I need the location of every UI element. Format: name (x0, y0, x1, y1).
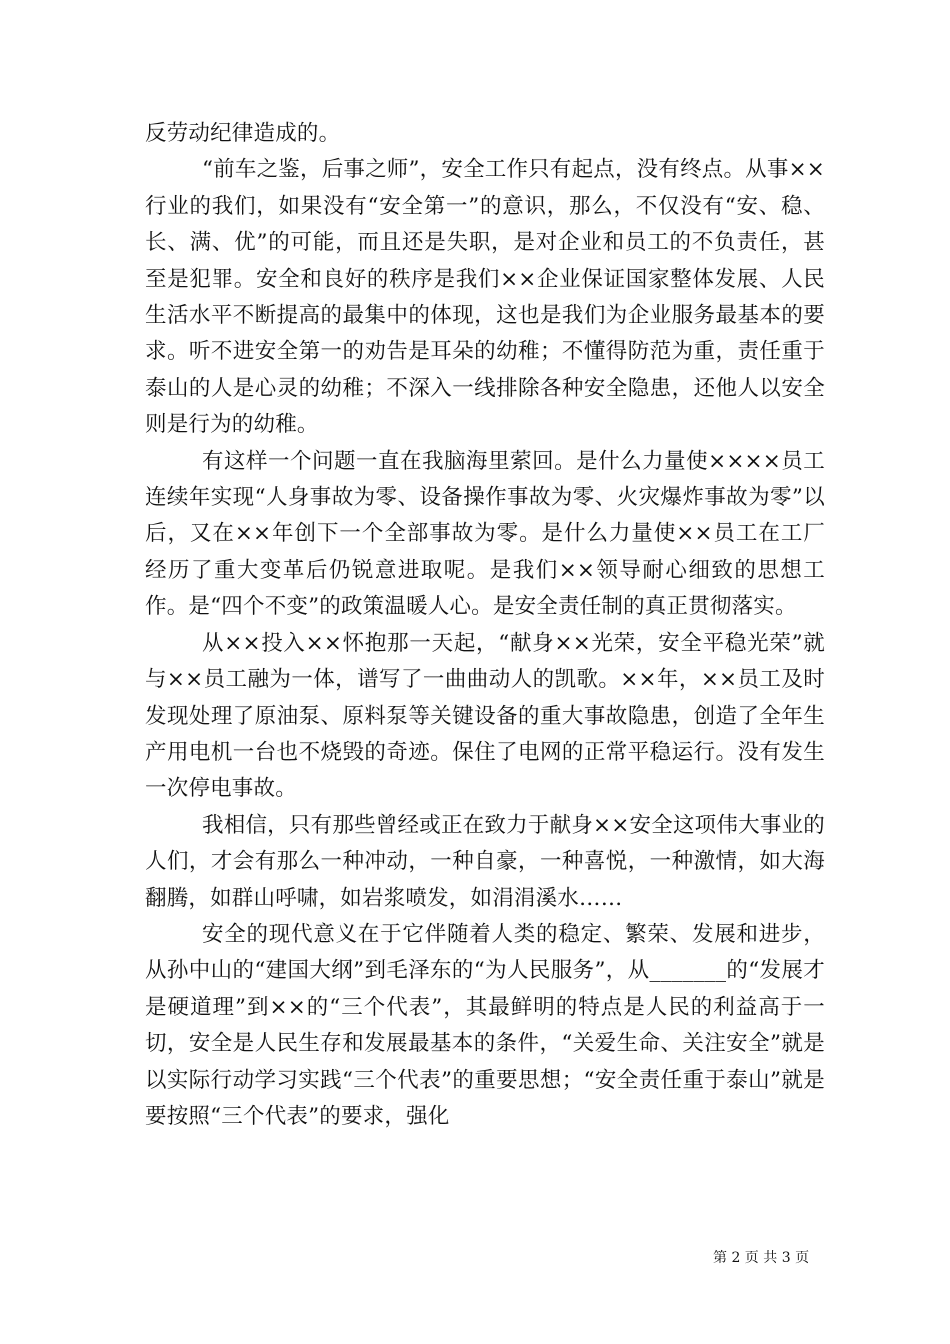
paragraph-5: 我相信，只有那些曾经或正在致力于献身××安全这项伟大事业的人们，才会有那么一种冲动，一种自豪，一种喜悦，一种激情，如大海翻腾，如群山呼啸，如岩浆喷发，如涓涓溪水…… (145, 812, 825, 911)
paragraph-3: 有这样一个问题一直在我脑海里萦回。是什么力量使××××员工连续年实现“人身事故为零、设备操作事故为零、火灾爆炸事故为零”以后，又在××年创下一个全部事故为零。是什么力量使××员工在工厂经历了重大变革后仍锐意进取呢。是我们××领导耐心细致的思想工作。是“四个不变”的政策温暖人心。是安全责任制的真正贯彻落实。 (145, 448, 825, 620)
paragraph-1: 反劳动纪律造成的。 (145, 121, 341, 146)
page-number-footer: 第 2 页 共 3 页 (713, 1250, 810, 1266)
paragraph-4: 从××投入××怀抱那一天起，“献身××光荣，安全平稳光荣”就与××员工融为一体，谱写了一曲曲动人的凯歌。××年，××员工及时发现处理了原油泵、原料泵等关键设备的重大事故隐患，创造了全年生产用电机一台也不烧毁的奇迹。保住了电网的正常平稳运行。没有发生一次停电事故。 (145, 630, 825, 802)
document-body (145, 116, 825, 1135)
paragraph-2: “前车之鉴，后事之师”，安全工作只有起点，没有终点。从事××行业的我们，如果没有“安全第一”的意识，那么，不仅没有“安、稳、长、满、优”的可能，而且还是失职，是对企业和员工的不负责任，甚至是犯罪。安全和良好的秩序是我们××企业保证国家整体发展、人民生活水平不断提高的最集中的体现，这也是我们为企业服务最基本的要求。听不进安全第一的劝告是耳朵的幼稚；不懂得防范为重，责任重于泰山的人是心灵的幼稚；不深入一线排除各种安全隐患，还他人以安全则是行为的幼稚。 (145, 157, 826, 438)
paragraph-6: 安全的现代意义在于它伴随着人类的稳定、繁荣、发展和进步，从孙中山的“建国大纲”到毛泽东的“为人民服务”，从_______的“发展才是硬道理”到××的“三个代表”，其最鲜明的特点是人民的利益高于一切，安全是人民生存和发展最基本的条件，“关爱生命、关注安全”就是以实际行动学习实践“三个代表”的重要思想；“安全责任重于泰山”就是要按照“三个代表”的要求，强化 (145, 921, 825, 1129)
